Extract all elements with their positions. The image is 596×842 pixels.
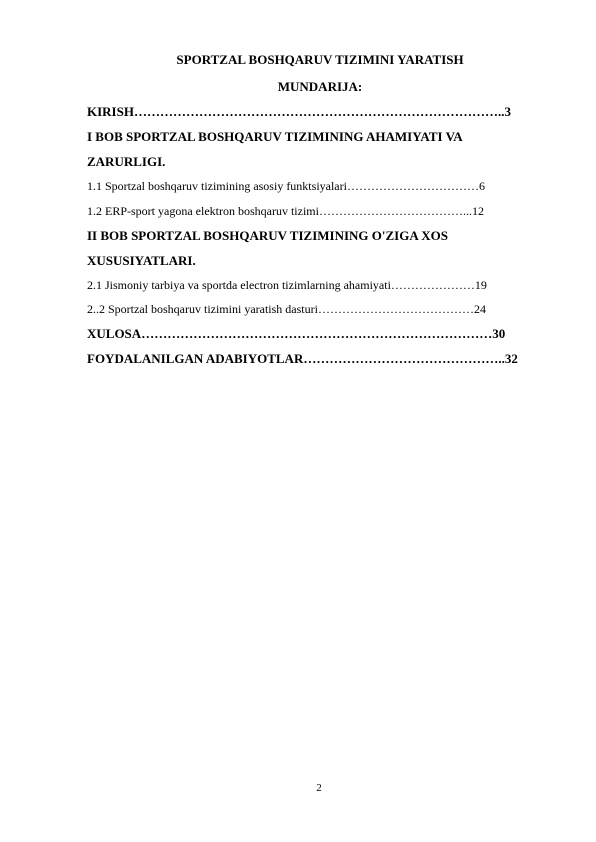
toc-entry-xulosa[interactable] [87,326,505,342]
toc-entry-text: 1.2 ERP-sport yagona elektron boshqaruv tizimi [87,204,319,218]
toc-leader-dots: ………………… [390,278,475,292]
toc-entry-text: XULOSA [87,326,142,341]
toc-leader-dots: ………………………………... [318,204,472,218]
toc-entry-text: 2.1 Jismoniy tarbiya va sportda electron tizimlarning ahamiyati [87,278,391,292]
toc-entry-text: I BOB SPORTZAL BOSHQARUV TIZIMINING AHAMIYATI VA [87,129,463,144]
toc-page-number: 24 [473,302,486,316]
toc-entry-1-2[interactable] [87,204,484,219]
toc-entry-chapter-2[interactable] [87,228,448,244]
toc-entry-2-1[interactable] [87,278,487,293]
toc-entry-chapter-1-cont[interactable] [87,154,165,170]
toc-page-number: 12 [471,204,484,218]
toc-leader-dots: ……………………………………….. [303,351,505,366]
toc-entry-text: ZARURLIGI. [87,154,166,169]
toc-leader-dots: …………………………… [346,179,479,193]
toc-entry-1-1[interactable] [87,179,485,194]
toc-entry-text: KIRISH [87,104,134,119]
toc-entry-text: FOYDALANILGAN ADABIYOTLAR [87,351,304,366]
toc-entry-text: II BOB SPORTZAL BOSHQARUV TIZIMINING O'ZIGA XOS [87,228,448,243]
toc-entry-2-2[interactable] [87,302,486,317]
toc-entry-text: 2..2 Sportzal boshqaruv tizimini yaratish dasturi [87,302,318,316]
toc-entry-kirish[interactable] [87,104,511,120]
page-number: 2 [316,782,322,794]
toc-page-number: 30 [492,326,506,341]
toc-entry-chapter-1[interactable] [87,129,463,145]
toc-entry-text: XUSUSIYATLARI. [87,253,196,268]
toc-page-number: 3 [504,104,511,119]
toc-leader-dots: ………………………………… [317,302,474,316]
toc-leader-dots: ………………………………………………………………………….. [133,104,505,119]
toc-leader-dots: ……………………………………………………………………… [141,326,493,341]
toc-entry-text: 1.1 Sportzal boshqaruv tizimining asosiy funktsiyalari [87,179,347,193]
toc-page-number: 32 [504,351,518,366]
toc-heading: MUNDARIJA: [277,79,363,94]
toc-page-number: 19 [474,278,487,292]
toc-entry-chapter-2-cont[interactable] [87,253,196,269]
toc-page-number: 6 [478,179,485,193]
toc-entry-adabiyotlar[interactable] [87,351,518,367]
document-title: SPORTZAL BOSHQARUV TIZIMINI YARATISH [176,52,464,67]
